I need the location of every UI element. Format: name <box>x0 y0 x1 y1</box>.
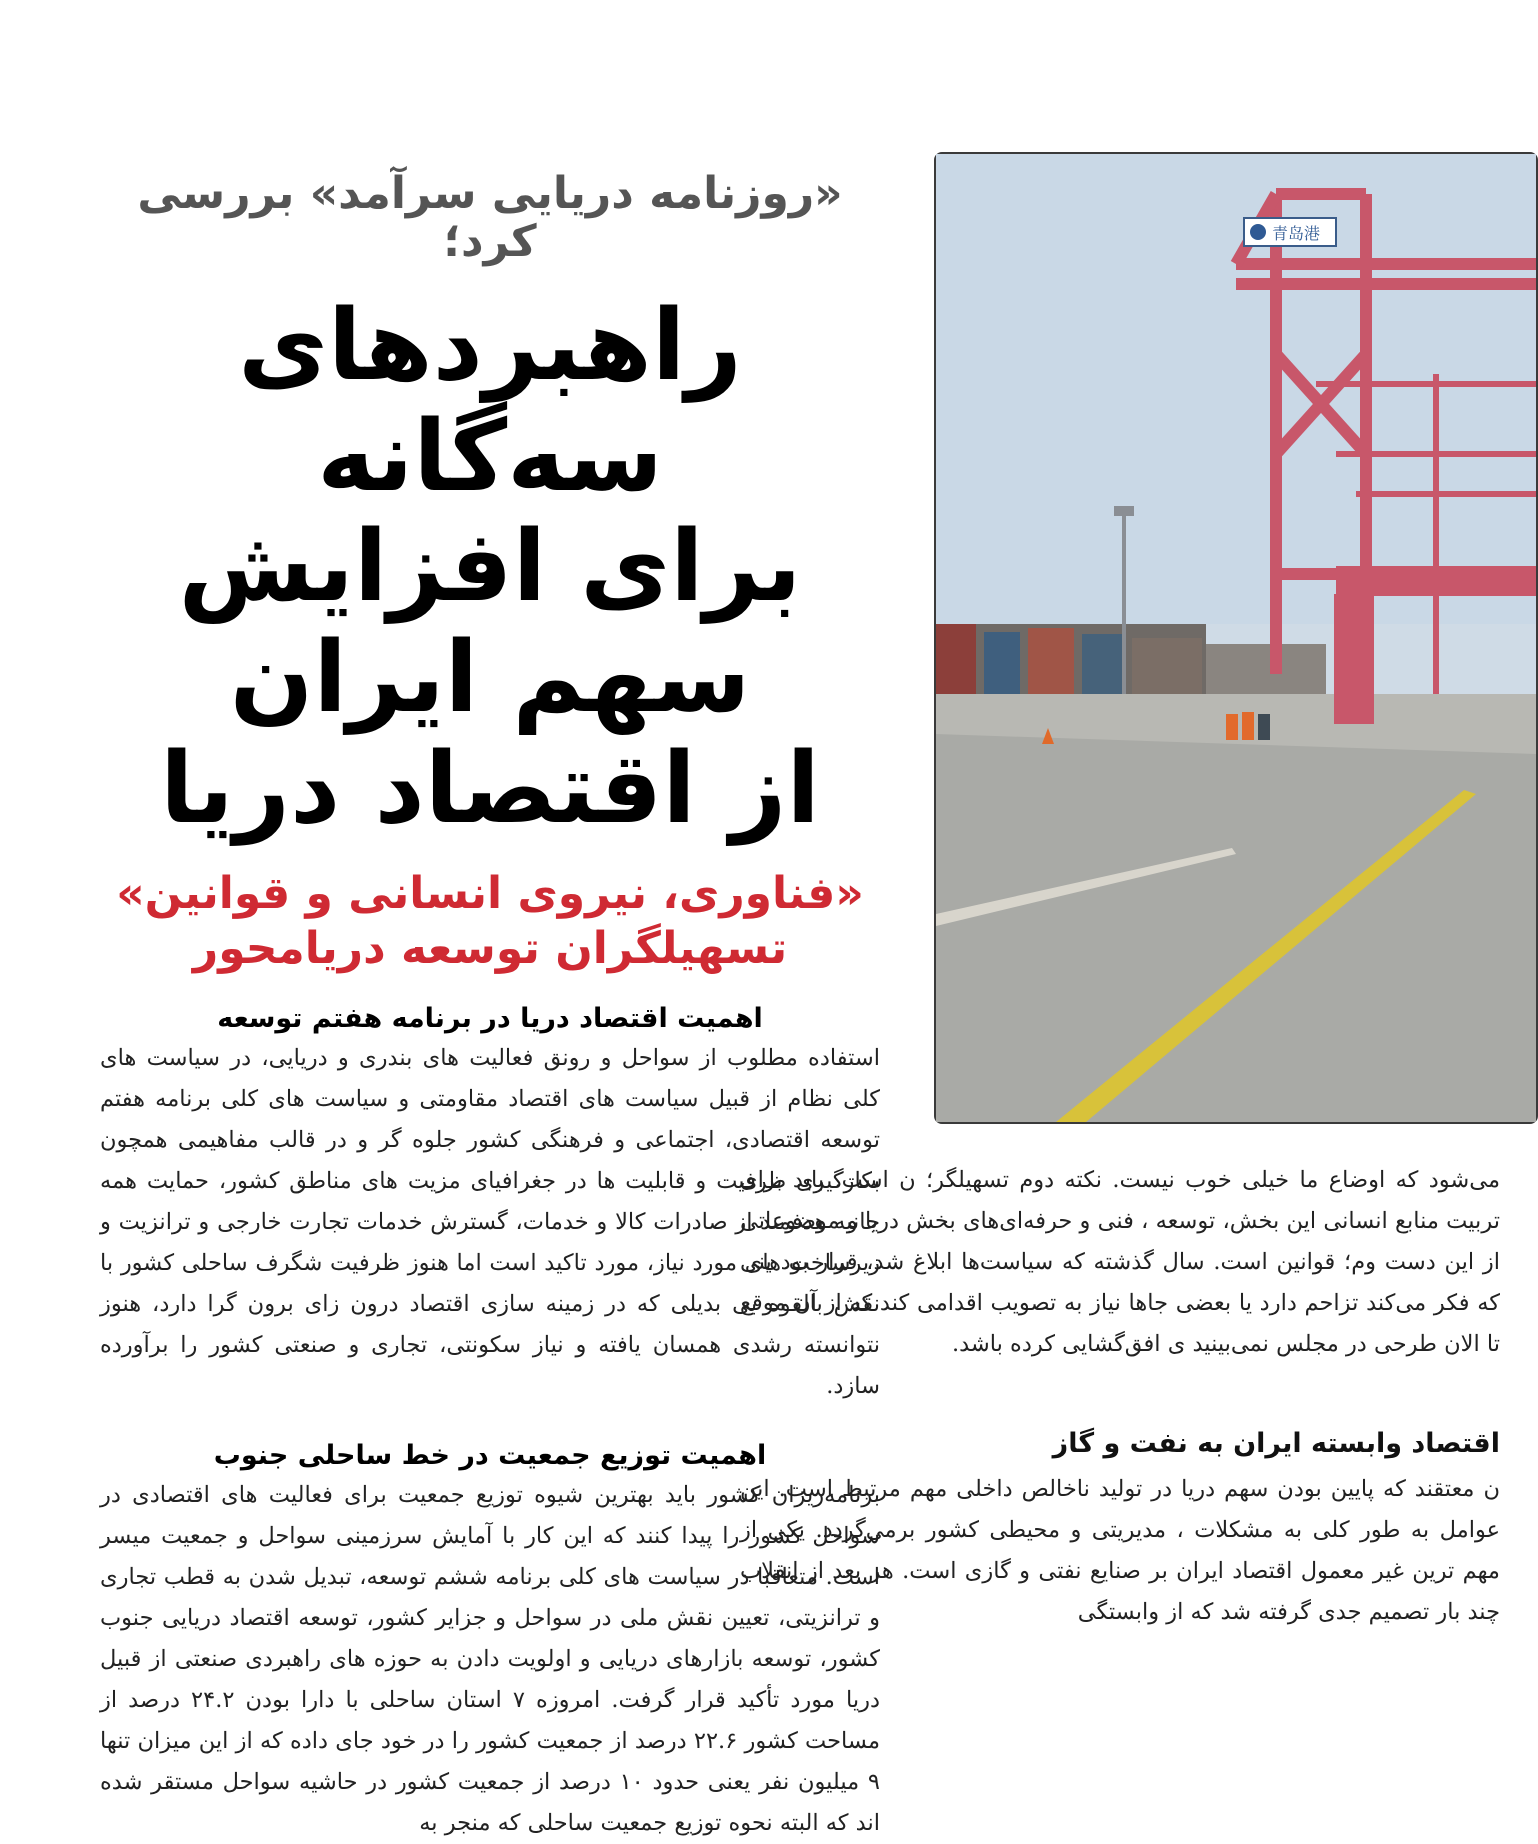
headline-line-2: برای افزایش سهم ایران <box>178 510 802 735</box>
headline-line-1: راهبردهای سه‌گانه <box>238 288 742 514</box>
container-stack <box>1206 644 1326 696</box>
worker <box>1226 714 1238 740</box>
article-kicker: «روزنامه دریایی سرآمد» بررسی کرد؛ <box>137 168 843 268</box>
section-body: استفاده مطلوب از سواحل و رونق فعالیت های بندری و دریایی، در سیاست های کلی نظام از قبیل سیاست های اقتصاد مقاومتی و سیاست های کلی برنامه هفتم توسعه اقتصادی، اجتماعی و فرهنگی کشور جلوه گر و در قالب مفاهیمی همچون بکارگیری ظرفیت و قابلیت ها در جغرافیای مزیت های مناطق کشور، حمایت همه جانبه هدفمند از صادرات کالا و خدمات، گسترش خدمات تجارت خارجی و ترانزیت و زیرساخت های مورد نیاز، مورد تاکید است اما هنوز ظرفیت شگرف ساحلی کشور با نقش بالقوه بی بدیلی که در زمینه سازی اقتصاد درون زای برون گرا دارد، هنوز نتوانسته رشدی همسان یافته و نیاز سکونتی، تجاری و صنعتی کشور را برآورده سازد. <box>100 1045 880 1400</box>
container-block <box>1082 634 1124 694</box>
section-heading: اهمیت توزیع جمعیت در خط ساحلی جنوب <box>213 1440 767 1472</box>
container-block <box>1028 628 1074 694</box>
light-pole <box>1122 514 1126 694</box>
container-block <box>936 624 976 694</box>
port-photo-illustration <box>936 154 1536 1122</box>
crane-leg <box>1334 594 1374 724</box>
article-right-column <box>740 1160 1500 1633</box>
light-pole-head <box>1114 506 1134 516</box>
photo-sky <box>936 154 1536 624</box>
section-heading: اهمیت اقتصاد دریا در برنامه هفتم توسعه <box>217 1003 763 1035</box>
section-body: ن معتقند که پایین بودن سهم دریا در تولید ناخالص داخلی مهم مرتبط است. این عوامل به طور کلی به مشکلات ، مدیریتی و محیطی کشور برمی‌گردد. یکی از مهم ترین غیر معمول اقتصاد ایران بر صنایع نفتی و گازی است. هر بعد از انقلاب چند بار تصمیم جدی گرفته شد که از وابستگی <box>740 1475 1500 1625</box>
article-headline <box>100 288 880 846</box>
photo-ground <box>936 694 1536 1122</box>
container-block <box>984 632 1020 694</box>
container-block <box>1132 638 1202 694</box>
subheadline-line-1: «فناوری، نیروی انسانی و قوانین» <box>116 868 864 920</box>
worker <box>1258 714 1270 740</box>
section-heading: اقتصاد وابسته ایران به نفت و گاز <box>1052 1428 1500 1459</box>
crane-beam <box>1336 566 1536 596</box>
worker <box>1242 712 1254 740</box>
port-logo-icon <box>1250 224 1266 240</box>
port-photo <box>934 152 1538 1124</box>
crane-sign-text: 青岛港 <box>1272 224 1321 243</box>
subheadline-line-2: تسهیلگران توسعه دریامحور <box>192 923 788 975</box>
headline-line-3: از اقتصاد دریا <box>160 731 820 846</box>
section-body: برنامه‌ریزان کشور باید بهترین شیوه توزیع جمعیت برای فعالیت های اقتصادی در سواحل کشور را پیدا کنند که این کار با آمایش سرزمینی سواحل و جمعیت میسر است. متعاقبا در سیاست های کلی برنامه ششم توسعه، تبدیل شدن به قطب تجاری و ترانزیتی، تعیین نقش ملی در سواحل و جزایر کشور، توسعه اقتصاد دریایی جنوب کشور، توسعه بازارهای دریایی و اولویت دادن به حوزه های راهبردی صنعتی از قبیل دریا مورد تأکید قرار گرفت. امروزه ۷ استان ساحلی با دارا بودن ۲۴.۲ درصد از مساحت کشور ۲۲.۶ درصد از جمعیت کشور را در خود جای داده که از این میزان تنها ۹ میلیون نفر یعنی حدود ۱۰ درصد از جمعیت کشور در حاشیه سواحل مستقر شده اند که البته نحوه توزیع جمعیت ساحلی که منجر به <box>100 1482 881 1837</box>
right-column-body: می‌شود که اوضاع ما خیلی خوب نیست. نکته دوم تسهیلگر؛ ن است. باید برای تربیت منابع انسانی این بخش، توسعه ، فنی و حرفه‌ای‌های بخش دریا و موضوعاتی از این دست وم؛ قوانین است. سال گذشته که سیاست‌ها ابلاغ شد، قرار بود ینی که فکر می‌کند تزاحم دارد یا بعضی جاها نیاز به تصویب اقدامی کند که از آن موقع تا الان طرحی در مجلس نمی‌بینید ی افق‌گشایی کرده باشد. <box>740 1167 1500 1357</box>
